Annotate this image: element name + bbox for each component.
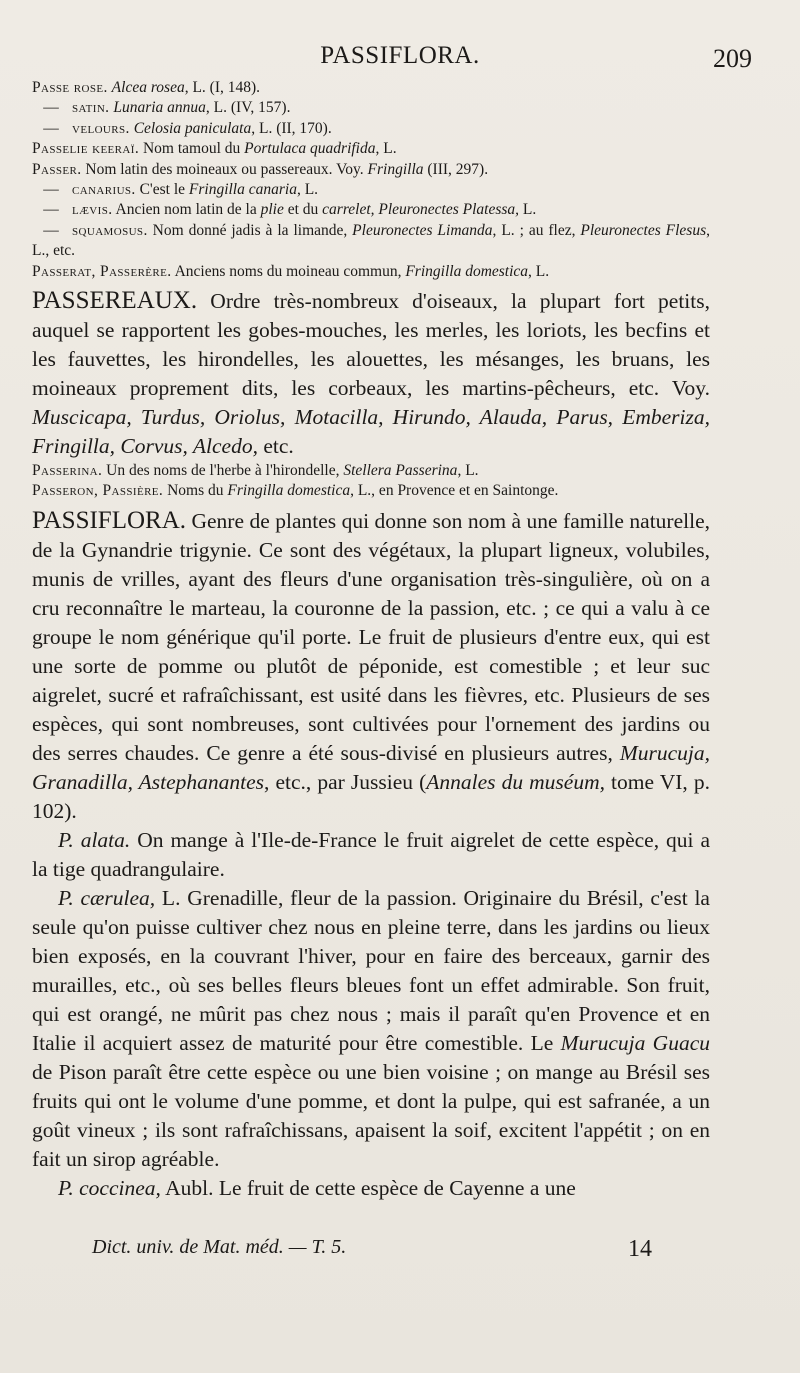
signature-mark: 14 (628, 1236, 652, 1262)
species-caerulea: P. cærulea, L. Grenadille, fleur de la passion. Originaire du Brésil, c'est la seule qu'on puisse cultiver chez nous en pleine terre, dans les jardins ou lieux bien exposés, en la couvrant l'hiver, pour en faire des berceaux, garnir des murailles, etc., où ses belles fleurs bleues font un effet admirable. Son fruit, qui est orangé, ne mûrit pas chez nous ; mais il paraît qu'en Provence et en Italie il acquiert assez de maturité pour être comestible. Le Murucuja Guacu de Pison paraît être cette espèce ou une bien voisine ; on mange au Brésil ses fruits qui ont le volume d'une pomme, et dont la pulpe, qui est safranée, a un goût vineux ; ils sont rafraîchissans, apaisent la soif, excitent l'appétit ; on en fait un sirop agréable. (32, 885, 710, 1171)
entry-velours: — velours. Celosia paniculata, L. (II, 170). (43, 119, 332, 137)
entry-passer: Passer. Nom latin des moineaux ou passereaux. Voy. Fringilla (III, 297). (32, 160, 489, 178)
entry-satin: — satin. Lunaria annua, L. (IV, 157). (43, 99, 291, 117)
entry-squamosus: — squamosus. Nom donné jadis à la limande, Pleuronectes Limanda, L. ; au flez, Pleuronectes Flesus, L., etc. (32, 221, 710, 260)
page-number: 209 (713, 44, 752, 73)
running-title: PASSIFLORA. (320, 42, 480, 69)
entry-passiflora: PASSIFLORA. Genre de plantes qui donne son nom à une famille naturelle, de la Gynandrie trigynie. Ce sont des végétaux, la plupart ligneux, volubiles, munis de vrilles, ayant des fleurs d'une organisation très-singulière, où on a cru reconnaître le marteau, la couronne de la passion, etc. ; ce qui a valu à ce groupe le nom générique qu'il porte. Le fruit de plusieurs d'entre eux, qui est une sorte de pomme ou plutôt de péponide, est comestible ; et leur suc aigrelet, sucré et rafraîchissant, est usité dans les fièvres, etc. Plusieurs de ses espèces, qui sont nombreuses, sont cultivées pour l'ornement des jardins ou des serres chaudes. Ce genre a été sous-divisé en plusieurs autres, Murucuja, Granadilla, Astephanantes, etc., par Jussieu (Annales du muséum, tome VI, p. 102). (32, 506, 710, 823)
species-coccinea: P. coccinea, Aubl. Le fruit de cette espèce de Cayenne a une (58, 1175, 576, 1200)
volume-line: Dict. univ. de Mat. méd. — T. 5. (92, 1236, 347, 1258)
headword: PASSEREAUX. (32, 287, 198, 315)
entry-passereaux: PASSEREAUX. Ordre très-nombreux d'oiseaux, la plupart fort petits, auquel se rapportent les gobes-mouches, les merles, les loriots, les becfins et les fauvettes, les hirondelles, les alouettes, les mésanges, les bruans, les moineaux proprement dits, les corbeaux, les martins-pêcheurs, etc. Voy. Muscicapa, Turdus, Oriolus, Motacilla, Hirundo, Alauda, Parus, Emberiza, Fringilla, Corvus, Alcedo, etc. (32, 287, 710, 459)
species-alata: P. alata. On mange à l'Ile-de-France le fruit aigrelet de cette espèce, qui a la tige quadrangulaire. (32, 827, 710, 881)
headword: PASSIFLORA. (32, 506, 187, 534)
page-body (32, 78, 710, 1203)
page-footer (92, 1236, 652, 1270)
entry-passe-rose: Passe rose. Alcea rosea, L. (I, 148). (32, 79, 261, 96)
entry-canarius: — canarius. C'est le Fringilla canaria, L. (43, 181, 319, 199)
entry-passerat: Passerat, Passerère. Anciens noms du moineau commun, Fringilla domestica, L. (32, 262, 550, 280)
page-header (0, 38, 800, 78)
entry-passerina: Passerina. Un des noms de l'herbe à l'hirondelle, Stellera Passerina, L. (32, 462, 479, 480)
entry-passelie: Passelie keeraï. Nom tamoul du Portulaca quadrifida, L. (32, 140, 397, 158)
entry-passeron: Passeron, Passière. Noms du Fringilla domestica, L., en Provence et en Saintonge. (32, 482, 559, 500)
entry-laevis: — lævis. Ancien nom latin de la plie et du carrelet, Pleuronectes Platessa, L. (43, 201, 537, 219)
